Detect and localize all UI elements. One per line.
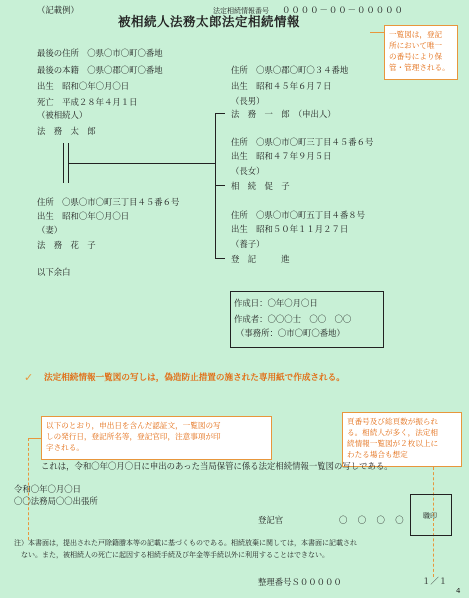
callout-right-line: 頁番号及び総頁数が振られ xyxy=(347,417,439,426)
callout-left-line: 字される。 xyxy=(46,443,84,452)
prepared-author: 作成者：〇〇〇士 〇〇 〇〇 xyxy=(234,314,352,324)
registrar-name: 〇 〇 〇 〇 xyxy=(339,515,405,525)
marriage-line-left xyxy=(63,143,64,183)
child-2-name: 相 続 促 子 xyxy=(231,181,290,191)
child-3-address: 住所 〇県〇市〇町五丁目４番８号 xyxy=(231,210,365,220)
callout-right xyxy=(342,412,462,467)
deceased-name: 法 務 太 郎 xyxy=(37,126,96,136)
registrar-label: 登記官 xyxy=(258,515,284,525)
callout-top-line: 管・管理される。 xyxy=(389,63,450,72)
preparer-box xyxy=(230,291,384,348)
callout-left xyxy=(41,416,272,460)
sheet-number: 4 xyxy=(456,587,461,595)
prepared-office: （事務所：〇市〇町〇番地） xyxy=(236,328,345,338)
security-paper-notice: 法定相続情報一覧図の写しは，偽造防止措置の施された専用紙で作成される。 xyxy=(44,373,345,383)
callout-top-line: の番号により保 xyxy=(389,52,443,61)
cert-number-value: ００００－００－０００００ xyxy=(282,5,404,15)
callout-left-line: 以下のとおり，申出日を含んだ認証文，一覧図の写 xyxy=(46,421,221,430)
child-2-birth: 出生 昭和４７年９月５日 xyxy=(231,151,332,161)
page-number: １／１ xyxy=(422,576,448,586)
callout-top-line: 所において唯一 xyxy=(389,41,443,50)
deceased-last-domicile: 最後の本籍 〇県〇郡〇町〇番地 xyxy=(37,65,163,75)
check-icon: ✓ xyxy=(24,371,34,384)
child-branch-3 xyxy=(215,258,225,259)
deceased-birth: 出生 昭和〇年〇月〇日 xyxy=(37,81,130,91)
cert-number-label: 法定相続情報番号 xyxy=(213,7,269,15)
deceased-death: 死亡 平成２８年４月１日 xyxy=(37,97,138,107)
child-3-role: （養子） xyxy=(231,239,265,249)
callout-right-line: る。相続人が多く，法定相 xyxy=(347,428,438,437)
child-1-address: 住所 〇県〇郡〇町〇３４番地 xyxy=(231,65,349,75)
callout-right-line: わたる場合も想定 xyxy=(347,450,408,459)
spouse-role: （妻） xyxy=(37,225,63,235)
caution-line: 注）本書面は，提出された戸除籍謄本等の記載に基づくものである。相続放棄に関しては，本書面に記載され xyxy=(14,539,357,547)
callout-top-connector xyxy=(370,32,384,33)
serial-number: 整理番号Ｓ０００００ xyxy=(258,577,342,587)
child-2-role: （長女） xyxy=(231,166,265,176)
callout-top xyxy=(384,25,458,80)
callout-top-line: 一覧図は，登記 xyxy=(389,30,443,39)
certification-text: これは，令和〇年〇月〇日に申出のあった当局保管に係る法定相続情報一覧図の写しである。 xyxy=(41,461,393,471)
deceased-role: （被相続人） xyxy=(37,110,88,120)
remaining-blank: 以下余白 xyxy=(37,267,71,277)
issue-date: 令和〇年〇月〇日 xyxy=(14,484,81,494)
child-1-name: 法 務 一 郎 （申出人） xyxy=(231,109,336,119)
child-branch-1 xyxy=(215,113,225,114)
child-3-birth: 出生 昭和５０年１１月２７日 xyxy=(231,224,349,234)
spouse-address: 住所 〇県〇市〇町三丁目４５番６号 xyxy=(37,197,180,207)
caution-line: ない。また，被相続人の死亡に起因する相続手続及び年金等手続以外に利用することはできない。 xyxy=(14,551,329,559)
child-3-name: 登 記 進 xyxy=(231,254,290,264)
spouse-name: 法 務 花 子 xyxy=(37,240,96,250)
office-name: 〇〇法務局〇〇出張所 xyxy=(14,496,98,506)
deceased-last-address: 最後の住所 〇県〇市〇町〇番地 xyxy=(37,48,163,58)
child-2-address: 住所 〇県〇市〇町三丁目４５番６号 xyxy=(231,137,374,147)
callout-left-connector xyxy=(28,438,41,439)
official-seal xyxy=(410,494,452,536)
child-connector-horizontal xyxy=(69,163,215,164)
page-title: 被相続人法務太郎法定相続情報 xyxy=(118,14,301,29)
prepared-date: 作成日：〇年〇月〇日 xyxy=(234,298,318,308)
callout-left-line: しの発行日，登記所名等，登記官印，注意事項が印 xyxy=(46,432,221,441)
child-1-role: （長男） xyxy=(231,96,265,106)
seal-label: 職印 xyxy=(423,512,437,520)
child-1-birth: 出生 昭和４５年６月７日 xyxy=(231,81,332,91)
child-branch-2 xyxy=(215,185,225,186)
example-label: （記載例） xyxy=(37,5,79,15)
callout-right-line: 続情報一覧図が２枚以上に xyxy=(347,439,439,448)
spouse-birth: 出生 昭和〇年〇月〇日 xyxy=(37,211,130,221)
